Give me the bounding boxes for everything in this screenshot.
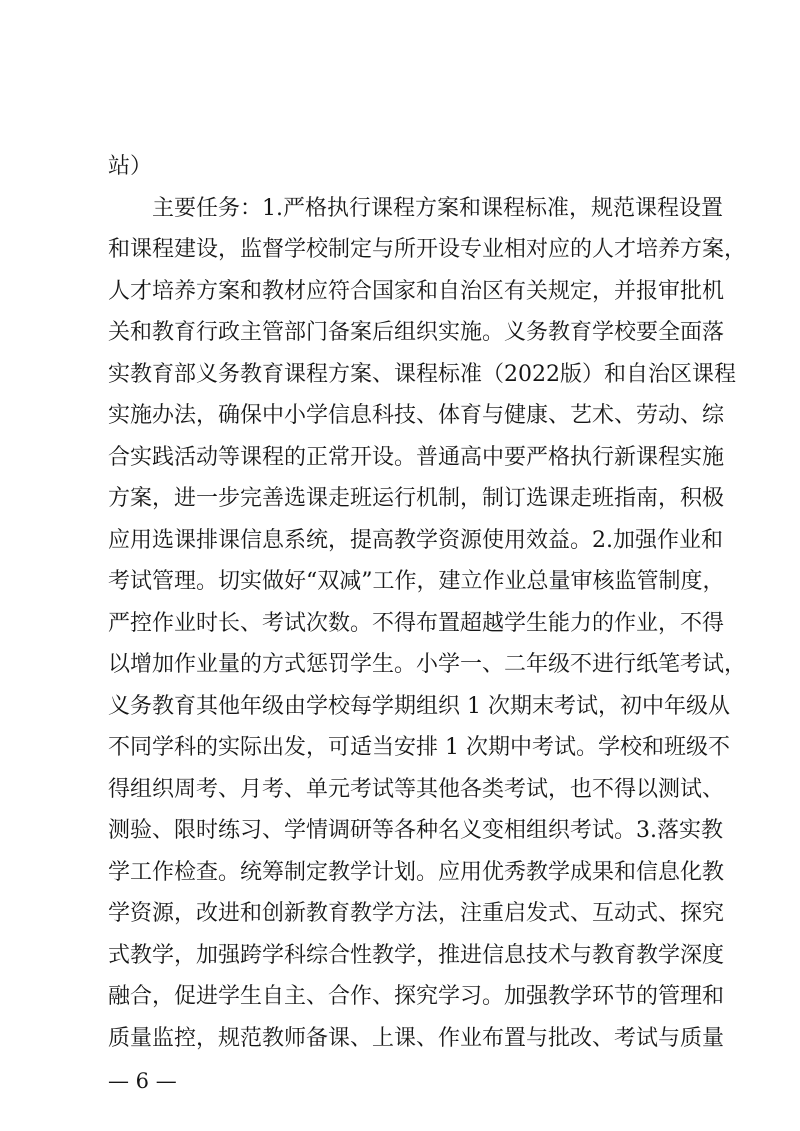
text-line-15: 不同学科的实际出发，可适当安排 1 次期中考试。学校和班级不 — [108, 735, 730, 760]
text-line-17: 测验、限时练习、学情调研等各种名义变相组织考试。3.落实教 — [108, 818, 723, 843]
text-line-7: 实施办法，确保中小学信息科技、体育与健康、艺术、劳动、综 — [108, 403, 725, 428]
text-line-1: 站） — [108, 154, 153, 179]
text-line-16: 得组织周考、月考、单元考试等其他各类考试，也不得以测试、 — [108, 776, 725, 802]
text-line-22: 质量监控，规范教师备课、上课、作业布置与批改、考试与质量 — [108, 1025, 725, 1051]
text-line-10: 应用选课排课信息系统，提高教学资源使用效益。2.加强作业和 — [108, 527, 723, 553]
page-number: — 6 — — [108, 1069, 177, 1093]
text-line-2: 主要任务：1.严格执行课程方案和课程标准，规范课程设置 — [152, 195, 723, 221]
text-line-20: 式教学，加强跨学科综合性教学，推进信息技术与教育教学深度 — [108, 942, 725, 968]
text-line-9: 方案，进一步完善选课走班运行机制，制订选课走班指南，积极 — [108, 486, 725, 511]
text-line-21: 融合，促进学生自主、合作、探究学习。加强教学环节的管理和 — [108, 984, 725, 1009]
text-line-12: 严控作业时长、考试次数。不得布置超越学生能力的作业，不得 — [108, 610, 725, 636]
text-line-19: 学资源，改进和创新教育教学方法，注重启发式、互动式、探究 — [108, 901, 725, 926]
text-line-13: 以增加作业量的方式惩罚学生。小学一、二年级不进行纸笔考试， — [108, 652, 747, 677]
text-line-4: 人才培养方案和教材应符合国家和自治区有关规定，并报审批机 — [108, 278, 725, 304]
text-line-6: 实教育部义务教育课程方案、课程标准（2022版）和自治区课程 — [108, 361, 736, 387]
text-line-3: 和课程建设，监督学校制定与所开设专业相对应的人才培养方案， — [108, 237, 747, 262]
text-line-11: 考试管理。切实做好“双减”工作，建立作业总量审核监管制度， — [108, 569, 725, 594]
text-line-8: 合实践活动等课程的正常开设。普通高中要严格执行新课程实施 — [108, 444, 725, 470]
text-line-14: 义务教育其他年级由学校每学期组织 1 次期末考试，初中年级从 — [108, 693, 730, 719]
text-line-18: 学工作检查。统筹制定教学计划。应用优秀教学成果和信息化教 — [108, 859, 725, 885]
text-line-5: 关和教育行政主管部门备案后组织实施。义务教育学校要全面落 — [108, 320, 725, 345]
